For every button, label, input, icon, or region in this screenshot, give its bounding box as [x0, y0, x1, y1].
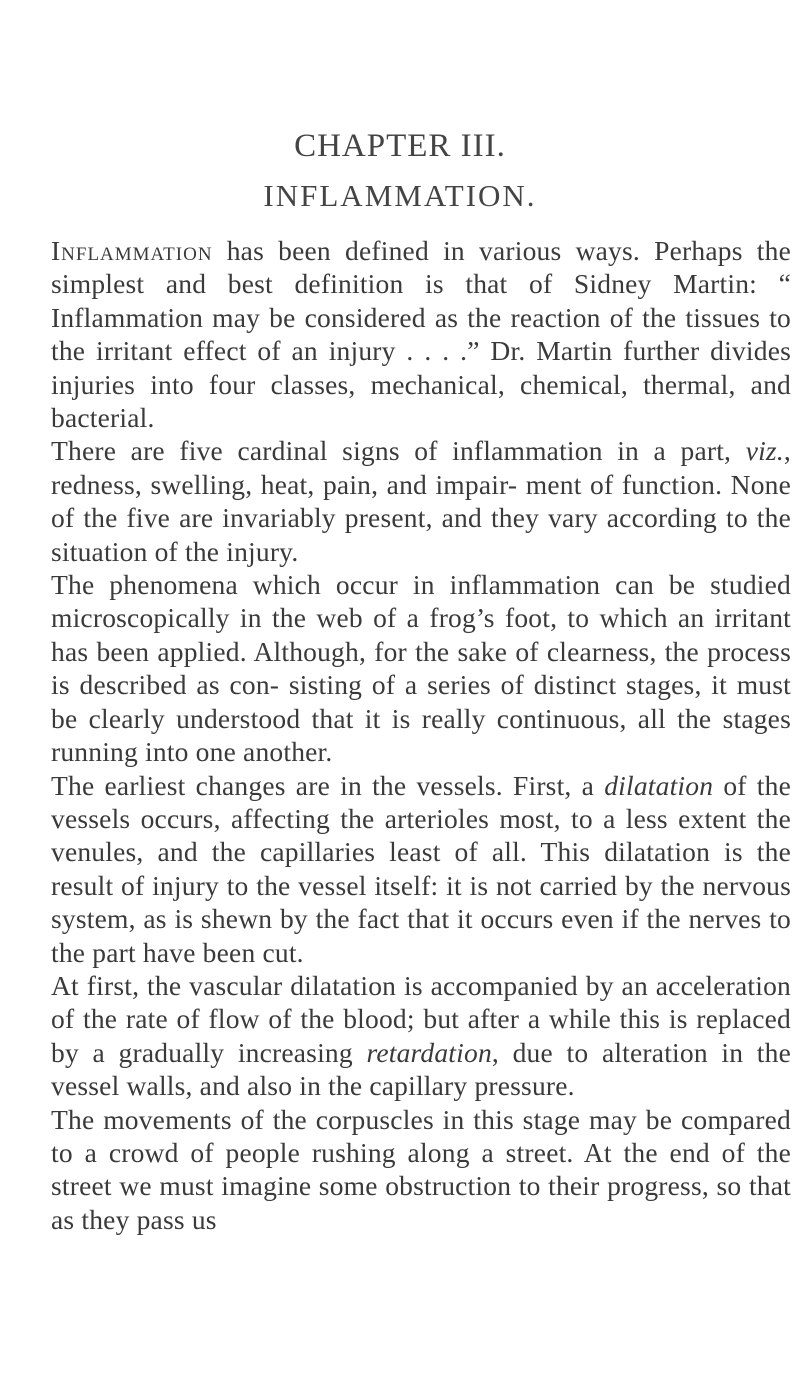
italic-term: viz. [745, 435, 784, 467]
paragraph-vascular-dilatation [51, 969, 791, 1103]
paragraph-lead-word: Inflammation [51, 235, 213, 266]
paragraph-text: , redness, swelling, heat, pain, and impair- ment of function. None of the five are invariably present, and they vary according to the situation of the injury. [51, 435, 791, 567]
paragraph-text: At first, the vascular dilatation is accompanied by an acceleration of the rate of flow of the blood; but after a while this is replaced by a gradually increasing [51, 969, 791, 1068]
paragraph-text: has been defined in various ways. Perhaps the simplest and best definition is that of Sidney Martin: “ Inflammation may be considered as the reaction of the tissues to the irritant effect of an injury . . . .” Dr. Martin further divides injuries into four classes, mechanical, chemical, thermal, and bacterial. [51, 235, 791, 434]
paragraph-text: , due to alteration in the vessel walls, and also in the capillary pressure. [51, 1036, 792, 1102]
paragraph-text: The phenomena which occur in inflammation can be studied microscopically in the web of a frog’s foot, to which an irritant has been applied. Although, for the sake of clearness, the process is described as con- sisting of a series of distinct stages, it must be clearly understood that it is really continuous, all the stages running into one another. [51, 569, 791, 768]
paragraph-phenomena [51, 568, 791, 768]
chapter-number: CHAPTER III. [294, 128, 506, 164]
paragraph-earliest-changes [51, 769, 791, 969]
paragraph-text: The earliest changes are in the vessels. First, a [51, 769, 605, 801]
chapter-title: INFLAMMATION. [263, 178, 537, 213]
paragraph-corpuscles [51, 1103, 791, 1237]
paragraph-text: The movements of the corpuscles in this stage may be compared to a crowd of people rushing along a street. At the end of the street we must imagine some obstruction to their progress, so that as they pass us [51, 1103, 791, 1235]
paragraph-text: of the vessels occurs, affecting the arterioles most, to a less extent the venules, and the capillaries least of all. This dilatation is the result of injury to the vessel itself: it is not carried by the nervous system, as is shewn by the fact that it occurs even if the nerves to the part have been cut. [51, 769, 791, 968]
paragraph-definition [51, 234, 791, 434]
italic-term: dilatation [604, 769, 714, 801]
italic-term: retardation [366, 1036, 492, 1068]
paragraph-cardinal-signs [51, 434, 791, 568]
paragraph-text: There are five cardinal signs of inflammation in a part, [51, 435, 746, 467]
body-text [51, 234, 791, 1236]
